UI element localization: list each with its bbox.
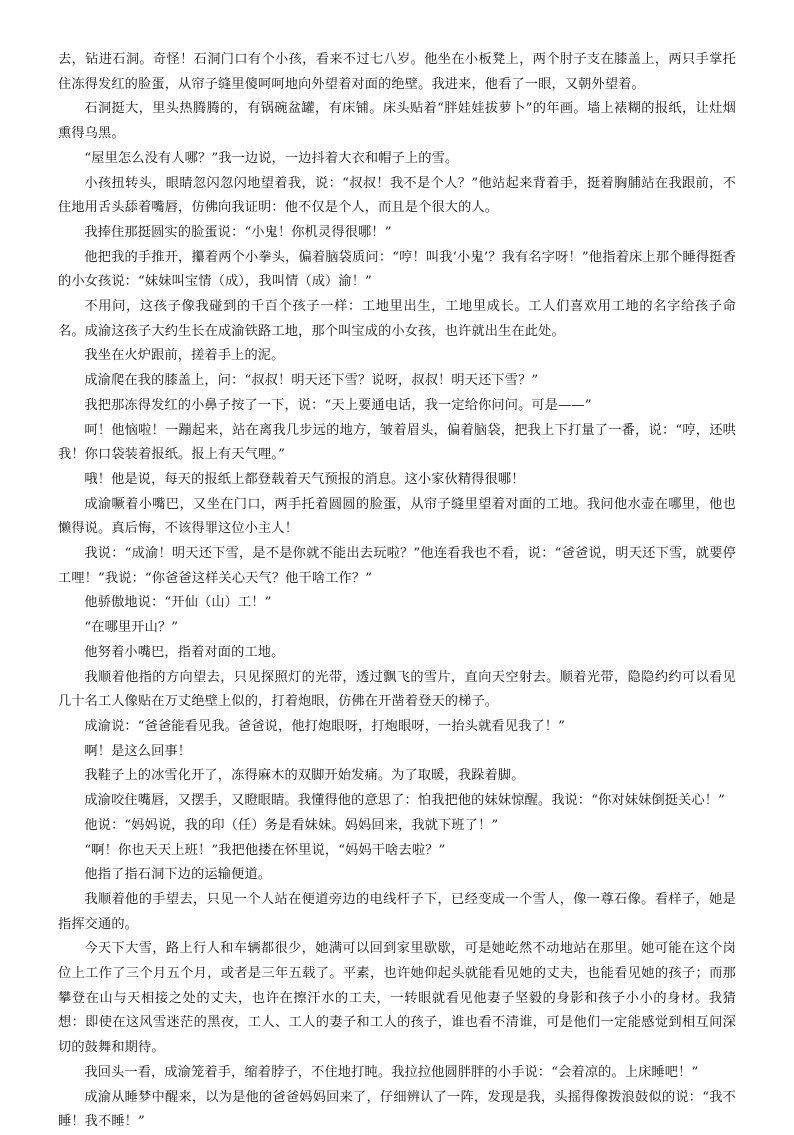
paragraph: 他骄傲地说：“开仙（山）工！” <box>84 595 272 611</box>
paragraph: 我回头一看，成渝笼着手，缩着脖子，不住地打盹。我拉拉他圆胖胖的小手说：“会着凉的。上床睡吧！” <box>84 1064 699 1080</box>
paragraph: 成渝噘着小嘴巴，又坐在门口，两手托着圆圆的脸蛋，从帘子缝里望着对面的工地。我问他水壶在哪里，他也懒得说。真后悔，不该得罪这位小主人！ <box>58 496 736 537</box>
paragraph: 哦！他是说，每天的报纸上都登载着天气预报的消息。这小家伙精得很哪！ <box>84 471 525 487</box>
paragraph: 啊！是这么回事！ <box>84 743 192 759</box>
paragraph: 成渝从睡梦中醒来，以为是他的爸爸妈妈回来了，仔细辨认了一阵，发现是我，头摇得像拨浪鼓似的说：“我不睡！我不睡！” <box>58 1089 736 1130</box>
paragraph: 他说：“妈妈说，我的印（任）务是看妹妹。妈妈回来，我就下班了！” <box>84 817 499 833</box>
paragraph: “啊！你也天天上班！”我把他搂在怀里说，“妈妈干啥去啦？” <box>84 842 446 858</box>
paragraph: 成渝爬在我的膝盖上，问：“叔叔！明天还下雪？说呀，叔叔！明天还下雪？” <box>84 373 539 389</box>
paragraph: 我把那冻得发红的小鼻子按了一下，说：“天上要通电话，我一定给你问问。可是——” <box>84 397 592 413</box>
paragraph: 我坐在火炉跟前，搓着手上的泥。 <box>84 348 285 364</box>
paragraph: 我鞋子上的冰雪化开了，冻得麻木的双脚开始发痛。为了取暖，我跺着脚。 <box>84 768 525 784</box>
paragraph: “屋里怎么没有人哪？”我一边说，一边抖着大衣和帽子上的雪。 <box>84 150 459 166</box>
paragraph: 我顺着他的手望去，只见一个人站在便道旁边的电线杆子下，已经变成一个雪人，像一尊石像。看样子，她是指挥交通的。 <box>58 891 736 932</box>
paragraph: 我说：“成渝！明天还下雪，是不是你就不能出去玩啦？”他连看我也不看，说：“爸爸说，明天还下雪，就要停工哩！”我说：“你爸爸这样关心天气？他干啥工作？” <box>58 546 736 586</box>
paragraph: 成渝说：“爸爸能看见我。爸爸说，他打炮眼呀，打炮眼呀，一抬头就看见我了！” <box>84 718 565 734</box>
paragraph: 去，钻进石洞。奇怪！石洞门口有个小孩，看来不过七八岁。他坐在小板凳上，两个肘子支在膝盖上，两只手掌托住冻得发红的脸蛋，从帘子缝里傻呵呵地向外望着对面的绝壁。我进来，他看了一眼，又朝外望着。 <box>58 52 736 92</box>
paragraph: 今天下大雪，路上行人和车辆都很少，她满可以回到家里歇歇，可是她屹然不动地站在那里。她可能在这个岗位上工作了三个月五个月，或者是三年五载了。平素，也许她仰起头就能看见她的丈夫，也能看见她的孩子；而那攀登在山与天相接之处的丈夫，也许在擦汗水的工夫，一转眼就看见他妻子坚毅的身影和孩子小小的身材。我猜想：即使在这风雪迷茫的黑夜，工人、工人的妻子和工人的孩子，谁也看不清谁，可是他们一定能感觉到相互间深切的鼓舞和期待。 <box>58 941 736 1056</box>
paragraph: 他指了指石洞下边的运输便道。 <box>84 867 272 883</box>
paragraph: 我顺着他指的方向望去，只见探照灯的光带，透过飘飞的雪片，直向天空射去。顺着光带，隐隐约约可以看见几十名工人像贴在万丈绝壁上似的，打着炮眼，仿佛在开凿着登天的梯子。 <box>58 669 736 710</box>
paragraph: 成渝咬住嘴唇，又摆手，又瞪眼睛。我懂得他的意思了：怕我把他的妹妹惊醒。我说：“你对妹妹倒挺关心！” <box>84 793 726 809</box>
paragraph: 呵！他恼啦！一蹦起来，站在离我几步远的地方，皱着眉头，偏着脑袋，把我上下打量了一番，说：“哼，还哄我！你口袋装着报纸。报上有天气哩。” <box>58 422 736 463</box>
paragraph: “在哪里开山？” <box>84 620 179 636</box>
paragraph: 他把我的手推开，攥着两个小拳头，偏着脑袋质问：“哼！叫我‘小鬼’？我有名字呀！”他指着床上那个睡得挺香的小女孩说：“妹妹叫宝情（成），我叫情（成）渝！” <box>58 249 736 290</box>
paragraph: 他努着小嘴巴，指着对面的工地。 <box>84 644 285 660</box>
paragraph: 小孩扭转头，眼睛忽闪忽闪地望着我，说：“叔叔！我不是个人？”他站起来背着手，挺着胸脯站在我跟前，不住地用舌头舔着嘴唇，仿佛向我证明：他不仅是个人，而且是个很大的人。 <box>58 175 736 216</box>
paragraph: 石洞挺大，里头热腾腾的，有锅碗盆罐，有床铺。床头贴着“胖娃娃拔萝卜”的年画。墙上裱糊的报纸，让灶烟熏得乌黑。 <box>58 101 736 142</box>
paragraph: 不用问，这孩子像我碰到的千百个孩子一样：工地里出生，工地里成长。工人们喜欢用工地的名字给孩子命名。成渝这孩子大约生长在成渝铁路工地，那个叫宝成的小女孩，也许就出生在此处。 <box>58 299 736 339</box>
paragraph: 我捧住那挺圆实的脸蛋说：“小鬼！你机灵得很哪！” <box>84 224 392 240</box>
